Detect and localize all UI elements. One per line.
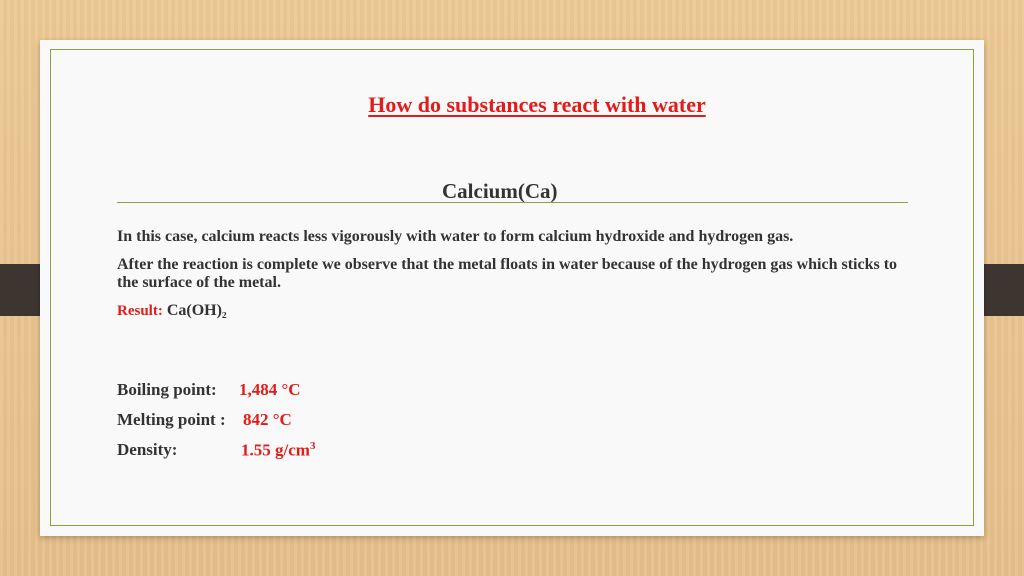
paragraph-reaction: In this case, calcium reacts less vigorously with water to form calcium hydroxide and hydrogen gas. <box>117 228 794 245</box>
density-value: 1.55 g/cm <box>241 440 310 460</box>
result-label: Result: <box>117 303 163 319</box>
density-superscript: 3 <box>309 440 316 452</box>
density-label: Density: <box>117 440 178 459</box>
result-value: Ca(OH)₂ <box>166 302 227 319</box>
slide-subtitle: Calcium(Ca) <box>442 179 558 203</box>
result-line <box>117 302 917 320</box>
melting-point-value: 842 °C <box>243 410 292 429</box>
melting-point-label: Melting point : <box>117 410 226 429</box>
subtitle-divider <box>117 202 908 203</box>
boiling-point-value: 1,484 °C <box>239 380 301 399</box>
slide-body <box>117 228 917 320</box>
slide-title: How do substances react with water <box>368 92 706 117</box>
paragraph-observation: After the reaction is complete we observe that the metal floats in water because of the hydrogen gas which sticks to the surface of the metal. <box>117 256 898 291</box>
slide-paper <box>40 40 984 536</box>
density-value-wrap <box>241 440 315 461</box>
boiling-point-label: Boiling point: <box>117 380 217 399</box>
